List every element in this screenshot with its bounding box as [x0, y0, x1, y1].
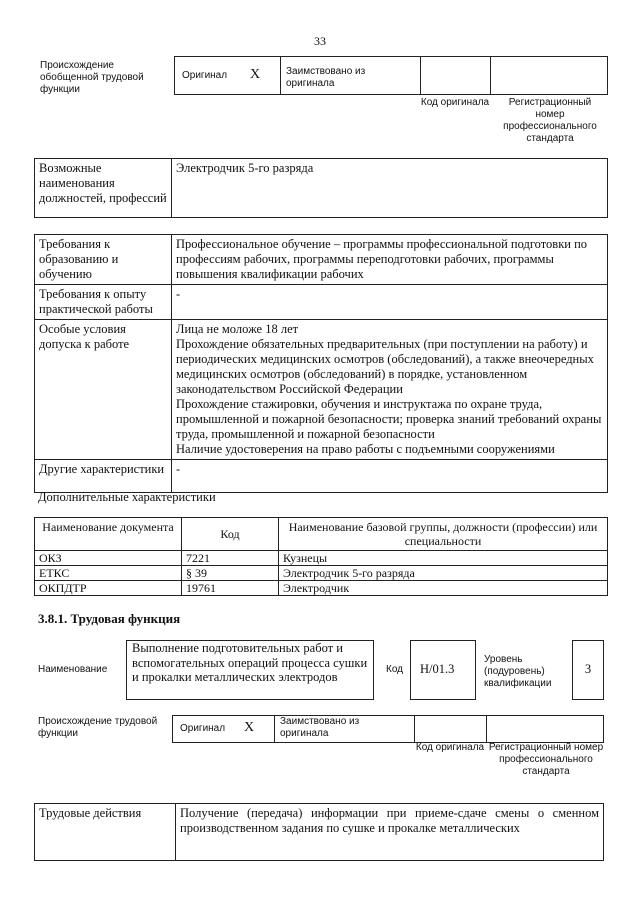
- table-cell: § 39: [182, 566, 279, 581]
- table-cell: ЕТКС: [35, 566, 182, 581]
- requirement-row: [35, 285, 608, 320]
- additional-table: [34, 517, 608, 596]
- special-condition-line: Прохождение стажировки, обучения и инструктажа по охране труда, промышленной и пожарной безопасности; проверка знаний требований охраны труда, промышленной и пожарной безопасности: [176, 397, 602, 441]
- additional-header-row: [35, 518, 608, 551]
- column-header: Код: [182, 518, 279, 551]
- table-cell: 7221: [182, 551, 279, 566]
- function-name-label: Наименование: [38, 664, 108, 675]
- original-mark: X: [250, 67, 261, 82]
- requirement-label: Требования к опыту практической работы: [35, 285, 172, 320]
- requirement-row: [35, 460, 608, 493]
- function-heading: 3.8.1. Трудовая функция: [38, 611, 181, 626]
- positions-value: Электродчик 5-го разряда: [172, 159, 608, 218]
- additional-title: Дополнительные характеристики: [38, 490, 216, 504]
- requirement-label: Требования к образованию и обучению: [35, 235, 172, 285]
- table-cell: Кузнецы: [279, 551, 608, 566]
- origin-label: Происхождение трудовой функции: [38, 716, 158, 739]
- reg-caption: Регистрационный номер профессионального стандарта: [488, 742, 604, 777]
- reg-caption: Регистрационный номер профессионального стандарта: [503, 97, 597, 144]
- requirement-row: [35, 235, 608, 285]
- original-label: Оригинал: [180, 723, 226, 734]
- table-cell: ОКПДТР: [35, 581, 182, 596]
- table-row: [35, 566, 608, 581]
- level-value: 3: [584, 662, 592, 676]
- original-mark: X: [244, 720, 255, 735]
- table-cell: Электродчик 5-го разряда: [279, 566, 608, 581]
- positions-label: Возможные наименования должностей, профессий: [35, 159, 172, 218]
- table-row: [35, 581, 608, 596]
- requirement-label: Другие характеристики: [35, 460, 172, 493]
- requirement-label: Особые условия допуска к работе: [35, 320, 172, 460]
- table-cell: ОКЗ: [35, 551, 182, 566]
- table-row: [35, 551, 608, 566]
- code-caption: Код оригинала: [415, 742, 485, 753]
- table-cell: Электродчик: [279, 581, 608, 596]
- requirements-table: [34, 234, 608, 493]
- page-number: 33: [314, 34, 326, 48]
- level-label: Уровень (подуровень) квалификации: [484, 654, 552, 689]
- actions-value: Получение (передача) информации при приеме-сдаче смены о сменном производственном задания по сушке и прокалке металлических: [176, 804, 604, 861]
- borrowed-label: Заимствовано из оригинала: [280, 716, 360, 739]
- function-name-value: Выполнение подготовительных работ и вспомогательных операций процесса сушки и прокалки металлических электродов: [132, 641, 368, 684]
- special-condition-line: Лица не моложе 18 лет: [176, 322, 299, 336]
- requirement-value: -: [172, 285, 608, 320]
- requirement-value: Профессиональное обучение – программы профессиональной подготовки по профессиям рабочих, программы переподготовки рабочих, программы повышения квалификации рабочих: [172, 235, 608, 285]
- column-header: Наименование документа: [35, 518, 182, 551]
- special-condition-line: Прохождение обязательных предварительных (при поступлении на работу) и периодических медицинских осмотров (обследований), а также внеочередных медицинских осмотров (обследований) в порядке, установленном законодательством Российской Федерации: [176, 337, 594, 396]
- positions-table: [34, 158, 608, 218]
- borrowed-label: Заимствовано из оригинала: [286, 66, 366, 89]
- function-code-value: Н/01.3: [420, 662, 455, 676]
- column-header: Наименование базовой группы, должности (профессии) или специальности: [279, 518, 608, 551]
- table-cell: 19761: [182, 581, 279, 596]
- requirement-value: [172, 320, 608, 460]
- requirement-row: [35, 320, 608, 460]
- requirement-value: -: [172, 460, 608, 493]
- actions-table: [34, 803, 604, 861]
- origin-label: Происхождение обобщенной трудовой функции: [40, 60, 144, 95]
- function-code-label: Код: [386, 664, 404, 675]
- special-condition-line: Наличие удостоверения на право работы с подъемными сооружениями: [176, 442, 555, 456]
- original-label: Оригинал: [182, 70, 228, 81]
- code-caption: Код оригинала: [420, 97, 490, 108]
- actions-label: Трудовые действия: [35, 804, 176, 861]
